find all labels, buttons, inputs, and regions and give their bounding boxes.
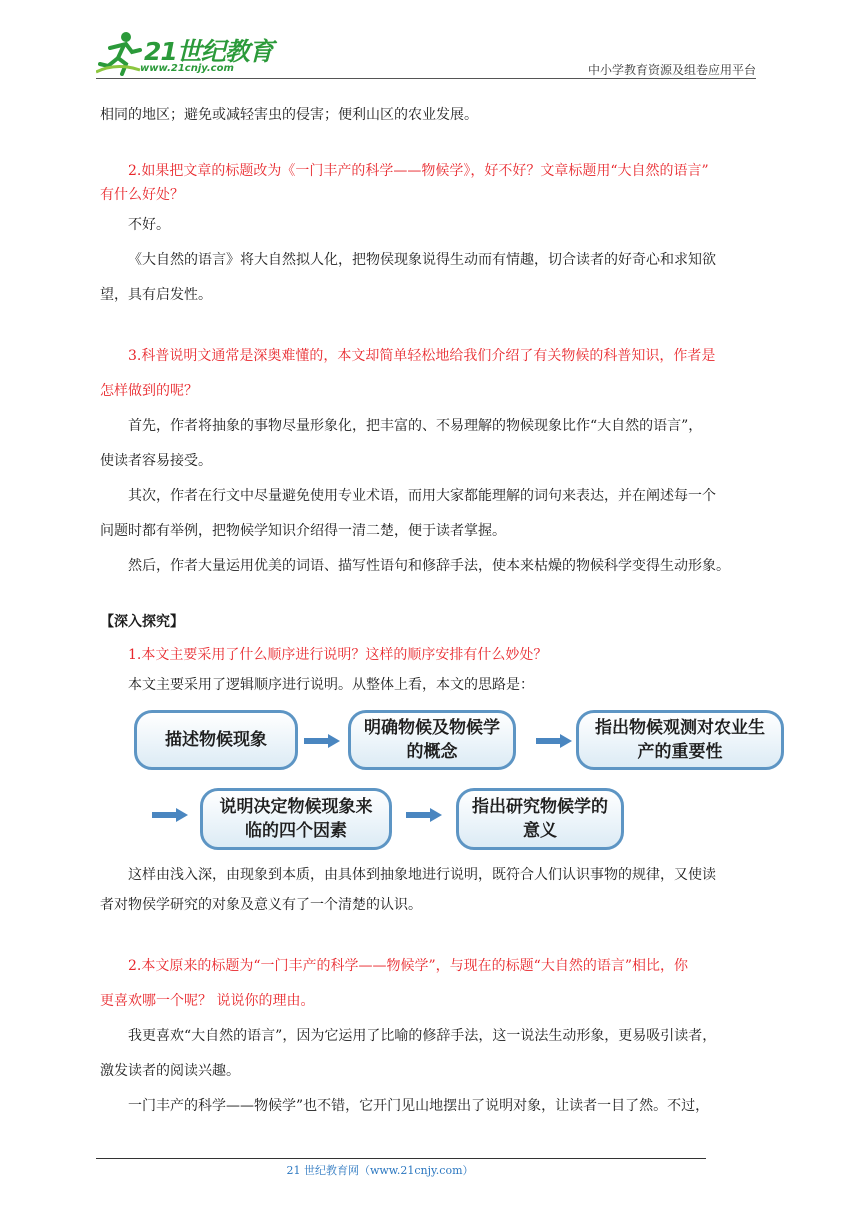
flow-box-3-line1: 指出物候观测对农业生 [595, 718, 765, 738]
header-divider [96, 78, 756, 79]
logic-flowchart [100, 710, 770, 854]
document-body [100, 100, 770, 1126]
flow-box-4-line2: 临的四个因素 [245, 821, 347, 841]
page-header [0, 0, 860, 82]
flow-box-4 [200, 788, 392, 850]
deep-answer-2-p1-line2: 激发读者的阅读兴趣。 [100, 1063, 240, 1079]
deep-answer-2-p2: 一门丰产的科学——物候学”也不错，它开门见山地摆出了说明对象，让读者一目了然。不过， [128, 1098, 710, 1114]
deep-answer-1-after-line1: 这样由浅入深，由现象到本质，由具体到抽象地进行说明，既符合人们认识事物的规律，又使读 [128, 867, 716, 883]
deep-answer-1-after-line2: 者对物侯学研究的对象及意义有了一个清楚的认识。 [100, 897, 422, 913]
deep-answer-1: 本文主要采用了逻辑顺序进行说明。从整体上看，本文的思路是： [128, 677, 534, 693]
flow-arrow-3-icon [152, 808, 188, 822]
flow-box-3-line2: 产的重要性 [637, 742, 723, 762]
deep-question-2-line1: 2.本文原来的标题为“一门丰产的科学——物候学”，与现在的标题“大自然的语言”相比，你 [128, 958, 688, 974]
flow-box-3 [576, 710, 784, 770]
answer-3-p3: 然后，作者大量运用优美的词语、描写性语句和修辞手法，使本来枯燥的物候科学变得生动形象。 [128, 558, 730, 574]
answer-2-p1: 不好。 [128, 217, 170, 233]
footer-link[interactable]: 21 世纪教育网（www.21cnjy.com） [286, 1164, 474, 1177]
answer-2-p2-line1: 《大自然的语言》将大自然拟人化，把物侯现象说得生动而有情趣，切合读者的好奇心和求知欲 [128, 252, 716, 268]
section-title: 【深入探究】 [100, 614, 184, 630]
intro-paragraph: 相同的地区；避免或减轻害虫的侵害；便利山区的农业发展。 [100, 107, 478, 123]
answer-3-p2-line2: 问题时都有举例，把物候学知识介绍得一清二楚，便于读者掌握。 [100, 523, 506, 539]
answer-2-p2-line2: 望，具有启发性。 [100, 287, 212, 303]
flow-arrow-2-icon [536, 734, 572, 748]
flow-box-2-line2: 的概念 [406, 742, 458, 762]
flow-arrow-1-icon [304, 734, 340, 748]
deep-answer-2-p1-line1: 我更喜欢“大自然的语言”，因为它运用了比喻的修辞手法，这一说法生动形象，更易吸引读者， [128, 1028, 717, 1044]
logo-text: 21世纪教育 [144, 37, 273, 66]
platform-title: 中小学教育资源及组卷应用平台 [587, 63, 756, 77]
flow-box-4-line1: 说明决定物候现象来 [219, 797, 373, 817]
flow-box-1-label: 描述物候现象 [165, 730, 267, 750]
question-3-line1: 3.科普说明文通常是深奥难懂的，本文却简单轻松地给我们介绍了有关物候的科普知识，作者是 [128, 348, 716, 364]
flow-box-2 [348, 710, 516, 770]
runner-logo-icon [96, 30, 142, 76]
flow-box-5-line1: 指出研究物候学的 [472, 797, 608, 817]
flow-arrow-4-icon [406, 808, 442, 822]
flow-box-5 [456, 788, 624, 850]
footer-divider [96, 1158, 706, 1159]
answer-3-p1-line2: 使读者容易接受。 [100, 453, 212, 469]
answer-3-p1-line1: 首先，作者将抽象的事物尽量形象化，把丰富的、不易理解的物候现象比作“大自然的语言”， [128, 418, 703, 434]
question-2-line2: 有什么好处？ [100, 187, 184, 203]
answer-3-p2-line1: 其次，作者在行文中尽量避免使用专业术语，而用大家都能理解的词句来表达，并在阐述每一个 [128, 488, 716, 504]
question-3-line2: 怎样做到的呢？ [100, 383, 198, 399]
deep-question-1: 1.本文主要采用了什么顺序进行说明？这样的顺序安排有什么妙处？ [128, 647, 548, 663]
flow-box-2-line1: 明确物候及物候学 [364, 718, 500, 738]
flow-box-5-line2: 意义 [523, 821, 557, 841]
question-2-line1: 2.如果把文章的标题改为《一门丰产的科学——物候学》，好不好？文章标题用“大自然的语言” [128, 163, 709, 179]
deep-question-2-line2: 更喜欢哪一个呢？ 说说你的理由。 [100, 993, 315, 1009]
logo-url: www.21cnjy.com [140, 63, 234, 74]
flow-box-1 [134, 710, 298, 770]
page-footer [0, 1162, 860, 1178]
site-logo[interactable] [96, 30, 273, 80]
